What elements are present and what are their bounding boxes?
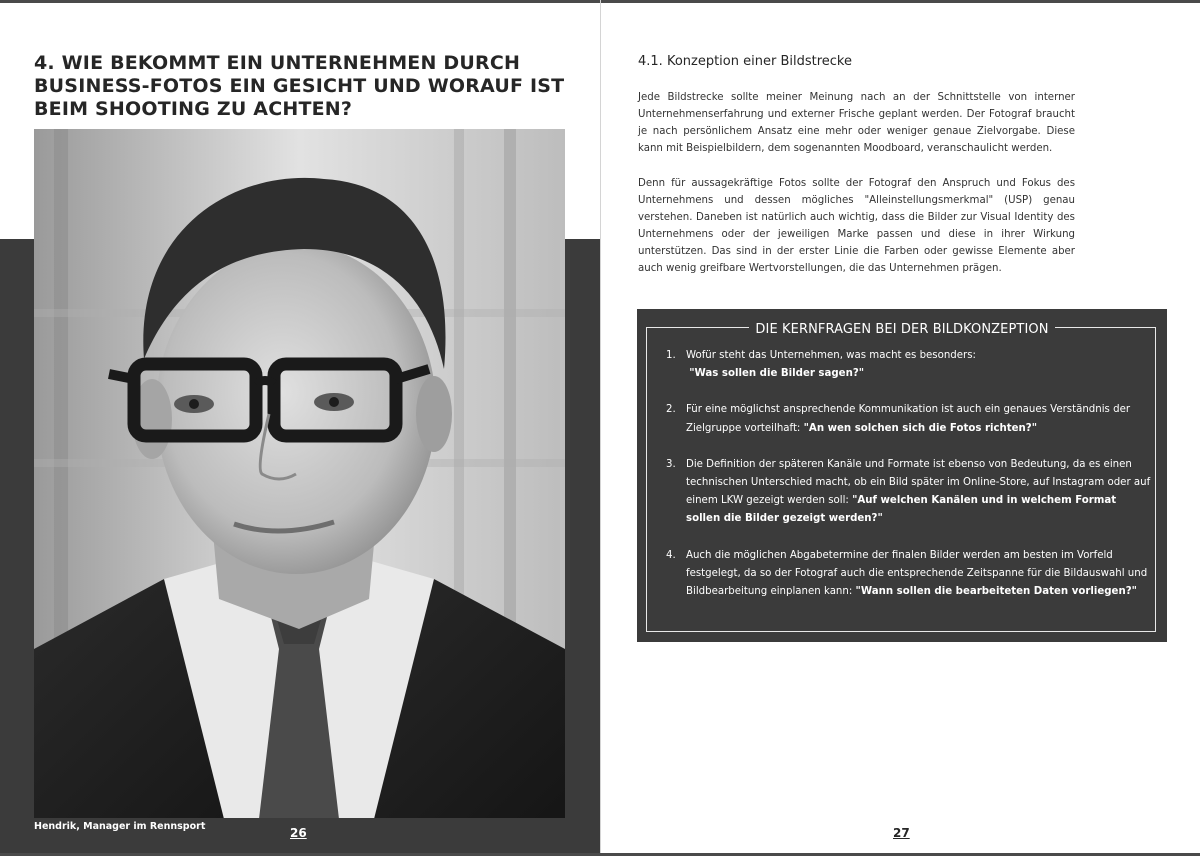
list-item <box>666 456 1151 529</box>
body-paragraph-1: Jede Bildstrecke sollte meiner Meinung nach an der Schnittstelle von interner Unternehmenserfahrung und externer Frische geplant werden. Der Fotograf braucht je nach persönlichem Ansatz eine mehr oder weniger genaue Zielvorgabe. Diese kann mit Beispielbildern, dem sogenannten Moodboard, veranschaulicht werden. <box>638 92 1075 154</box>
list-item-number: 4. <box>666 549 676 561</box>
list-item-number: 1. <box>666 350 676 361</box>
list-item-question: "An wen solchen sich die Fotos richten?" <box>803 422 1038 434</box>
key-questions-list <box>666 347 1151 619</box>
key-questions-title-wrap <box>637 318 1167 337</box>
list-item <box>666 401 1151 437</box>
section-title: 4.1. Konzeption einer Bildstrecke <box>638 54 852 69</box>
list-item-number: 2. <box>666 404 676 416</box>
page-number-left: 26 <box>290 826 307 840</box>
list-item-text: Auch die möglichen Abgabetermine der finalen Bilder werden am besten im Vorfeld festgelegt, da so der Fotograf auch die entsprechende Zeitspanne für die Bildauswahl und Bildbearbeitung einplanen kann: <box>686 549 1148 598</box>
list-item <box>666 347 1151 383</box>
page-spine <box>600 0 601 856</box>
page-number-right: 27 <box>893 826 910 840</box>
list-item-text: Die Definition der späteren Kanäle und Formate ist ebenso von Bedeutung, da es einen technischen Unterschied macht, ob ein Bild später im Online-Store, auf Instagram oder auf einem LKW gezeigt werden soll: <box>686 458 1151 507</box>
list-item-question: "Was sollen die Bilder sagen?" <box>689 368 865 380</box>
key-questions-title: DIE KERNFRAGEN BEI DER BILDKONZEPTION <box>749 322 1054 337</box>
list-item <box>666 547 1151 602</box>
list-item-text: Wofür steht das Unternehmen, was macht es besonders: <box>686 350 976 361</box>
body-paragraph-2: Denn für aussagekräftige Fotos sollte der Fotograf den Anspruch und Fokus des Unternehmens und dessen mögliches "Alleinstellungsmerkmal" (USP) genau verstehen. Daneben ist natürlich auch wichtig, dass die Bilder zur Visual Identity des Unternehmens oder der jeweiligen Marke passen und diese in ihrer Wirkung unterstützen. Das sind in der erster Linie die Farben oder gewisse Elemente aber auch wenig greifbare Wertvorstellungen, die das Unternehmen prägen. <box>638 178 1075 274</box>
list-item-question: "Auf welchen Kanälen und in welchem Format sollen die Bilder gezeigt werden?" <box>686 495 1117 525</box>
key-questions-box <box>637 309 1167 642</box>
photo-caption: Hendrik, Manager im Rennsport <box>34 821 206 832</box>
list-item-question: "Wann sollen die bearbeiteten Daten vorliegen?" <box>855 586 1137 598</box>
list-item-number: 3. <box>666 458 676 470</box>
chapter-title: 4. WIE BEKOMMT EIN UNTERNEHMEN DURCH BUSINESS-FOTOS EIN GESICHT UND WORAUF IST BEIM SHOOTING ZU ACHTEN? <box>34 52 565 120</box>
list-item-text: Für eine möglichst ansprechende Kommunikation ist auch ein genaues Verständnis der Zielgruppe vorteilhaft: <box>686 404 1131 434</box>
portrait-photo <box>34 129 565 818</box>
